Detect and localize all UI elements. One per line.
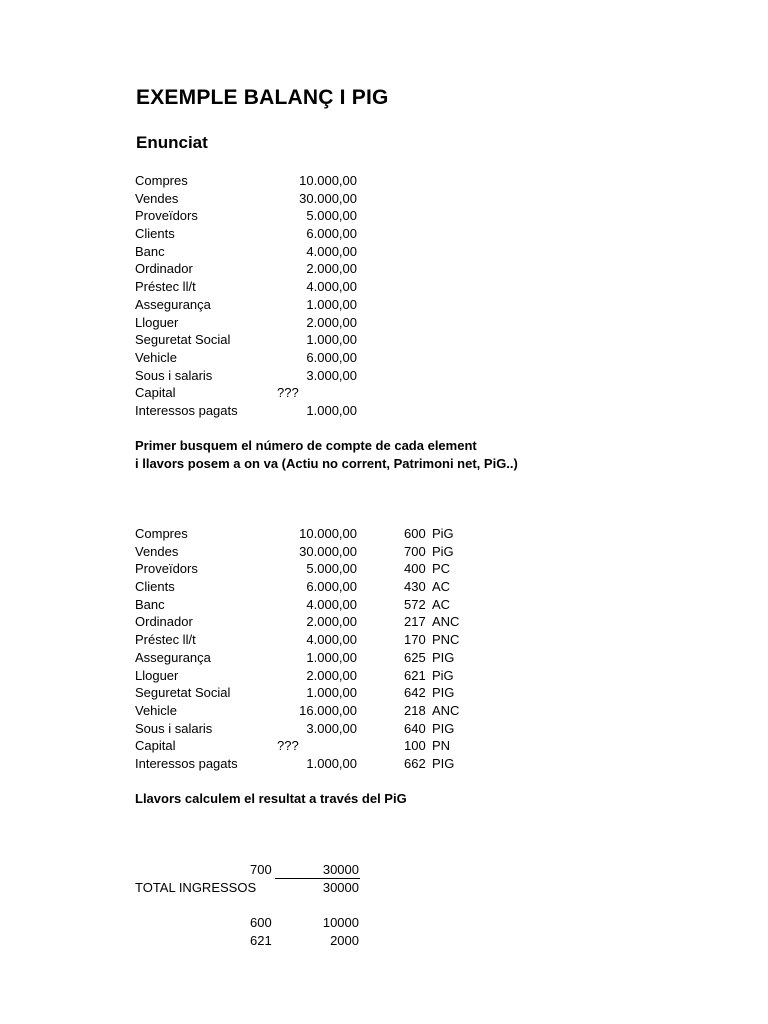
list-item [135, 243, 475, 261]
item-value: 3.000,00 [306, 720, 357, 736]
account-code: 700 [404, 543, 426, 559]
account-category: PiG [432, 667, 454, 683]
item-label: Clients [135, 579, 175, 595]
item-label: Vehicle [135, 349, 177, 365]
item-value: 4.000,00 [306, 243, 357, 259]
item-value: 10.000,00 [299, 526, 357, 541]
item-value: 6.000,00 [306, 226, 357, 242]
account-code: 572 [404, 596, 426, 612]
list-item [135, 331, 475, 349]
account-code: 430 [404, 579, 426, 595]
item-label: Compres [135, 173, 188, 188]
instruction-note [135, 437, 518, 473]
item-value: 2.000,00 [306, 314, 357, 330]
item-value: 5.000,00 [306, 208, 357, 224]
list-item [135, 278, 475, 296]
list-item [135, 402, 475, 420]
list-item [135, 667, 475, 685]
list-item [135, 367, 475, 385]
account-code: 700 [250, 862, 272, 877]
item-label: Capital [135, 385, 176, 401]
item-value: 6.000,00 [306, 579, 357, 595]
list-item [135, 560, 475, 578]
account-code: 621 [404, 667, 426, 683]
total-income-row [135, 879, 475, 897]
list-item [135, 225, 475, 243]
item-value: 4.000,00 [306, 279, 357, 295]
item-value: 4.000,00 [306, 596, 357, 612]
item-value: 1.000,00 [306, 332, 357, 348]
unknown-value: ??? [277, 385, 299, 401]
list-item [135, 684, 475, 702]
item-label: Proveïdors [135, 208, 198, 224]
item-value: 3.000,00 [306, 367, 357, 383]
item-label: Clients [135, 226, 175, 242]
pig-table [135, 861, 475, 949]
item-label: Vehicle [135, 702, 177, 718]
account-category: PN [432, 738, 451, 754]
item-value: 1.000,00 [306, 649, 357, 665]
account-code: 600 [250, 915, 272, 931]
item-value: 1.000,00 [306, 402, 357, 418]
item-label: Banc [135, 596, 165, 612]
account-code: 662 [404, 755, 426, 771]
item-label: Capital [135, 738, 176, 754]
account-category: ANC [432, 614, 460, 630]
item-label: Préstec ll/t [135, 279, 196, 295]
item-value: 2.000,00 [306, 614, 357, 630]
account-category: PC [432, 561, 451, 577]
item-value: 2.000,00 [306, 261, 357, 277]
item-label: Sous i salaris [135, 367, 213, 383]
account-category: ANC [432, 702, 460, 718]
list-item [135, 190, 475, 208]
item-label: Vendes [135, 190, 179, 206]
item-label: Assegurança [135, 296, 211, 312]
unknown-value: ??? [277, 738, 299, 754]
amount: 2000 [330, 932, 359, 948]
item-label: Lloguer [135, 667, 179, 683]
section-subtitle: Enunciat [136, 133, 208, 152]
item-label: Proveïdors [135, 561, 198, 577]
item-label: Lloguer [135, 314, 179, 330]
list-item [135, 649, 475, 667]
statement-list [135, 172, 475, 420]
item-value: 1.000,00 [306, 296, 357, 312]
list-item [135, 613, 475, 631]
total-amount: 30000 [322, 879, 359, 895]
item-label: Seguretat Social [135, 332, 231, 348]
item-value: 16.000,00 [299, 702, 357, 718]
result-note: Llavors calculem el resultat a través del PiG [135, 791, 407, 806]
account-category: AC [432, 579, 451, 595]
list-item [135, 578, 475, 596]
item-label: Seguretat Social [135, 685, 231, 701]
list-item [135, 755, 475, 773]
item-value: 30.000,00 [299, 190, 357, 206]
account-code: 217 [404, 614, 426, 630]
account-code: 218 [404, 702, 426, 718]
list-item [135, 720, 475, 738]
account-code: 400 [404, 561, 426, 577]
list-item [135, 384, 475, 402]
amount: 10000 [322, 915, 359, 931]
account-category: PiG [432, 543, 454, 559]
item-label: Sous i salaris [135, 720, 213, 736]
list-item [135, 631, 475, 649]
item-value: 1.000,00 [306, 755, 357, 771]
item-label: Banc [135, 243, 165, 259]
item-value: 1.000,00 [306, 685, 357, 701]
list-item [135, 207, 475, 225]
total-label: TOTAL INGRESSOS [135, 879, 257, 895]
account-code: 170 [404, 632, 426, 648]
list-item [135, 737, 475, 755]
item-label: Préstec ll/t [135, 632, 196, 648]
item-label: Assegurança [135, 649, 211, 665]
account-category: PIG [432, 720, 455, 736]
account-category: PIG [432, 685, 455, 701]
item-label: Interessos pagats [135, 755, 238, 771]
list-item [135, 349, 475, 367]
item-value: 5.000,00 [306, 561, 357, 577]
list-item [135, 260, 475, 278]
account-code: 642 [404, 685, 426, 701]
account-code: 625 [404, 649, 426, 665]
account-code: 600 [404, 526, 426, 541]
page-title: EXEMPLE BALANÇ I PIG [136, 86, 389, 109]
account-category: PIG [432, 755, 455, 771]
expense-row [135, 914, 475, 932]
instruction-line: Primer busquem el número de compte de cada element [135, 438, 477, 453]
expense-row [135, 932, 475, 950]
list-item [135, 596, 475, 614]
account-code: 640 [404, 720, 426, 736]
list-item [135, 525, 475, 543]
spacer-row [135, 896, 475, 914]
income-row [135, 861, 475, 879]
item-label: Compres [135, 526, 188, 541]
list-item [135, 543, 475, 561]
item-label: Ordinador [135, 261, 193, 277]
account-category: PIG [432, 649, 455, 665]
item-value: 4.000,00 [306, 632, 357, 648]
amount: 30000 [322, 862, 359, 877]
account-category: PiG [432, 526, 454, 541]
list-item [135, 314, 475, 332]
account-code: 100 [404, 738, 426, 754]
item-value: 10.000,00 [299, 173, 357, 188]
item-value: 2.000,00 [306, 667, 357, 683]
item-value: 6.000,00 [306, 349, 357, 365]
list-item [135, 172, 475, 190]
list-item [135, 702, 475, 720]
item-label: Vendes [135, 543, 179, 559]
item-label: Interessos pagats [135, 402, 238, 418]
account-category: PNC [432, 632, 460, 648]
account-category: AC [432, 596, 451, 612]
classified-list [135, 525, 475, 773]
item-label: Ordinador [135, 614, 193, 630]
instruction-line: i llavors posem a on va (Actiu no corrent, Patrimoni net, PiG..) [135, 456, 518, 471]
item-value: 30.000,00 [299, 543, 357, 559]
account-code: 621 [250, 932, 272, 948]
list-item [135, 296, 475, 314]
